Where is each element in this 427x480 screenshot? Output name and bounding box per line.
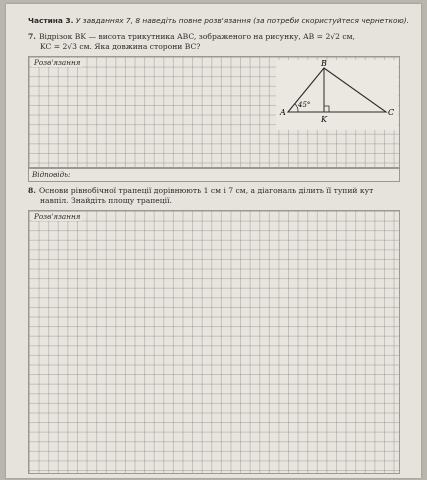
right-angle-mark	[324, 106, 329, 112]
triangle-figure	[276, 60, 398, 130]
task-8-solution-area[interactable]	[28, 210, 400, 474]
vertex-c-label: C	[388, 108, 395, 117]
worksheet-page	[6, 4, 421, 478]
point-k-label: K	[321, 115, 327, 124]
task-7-solution-label: Розв'язання	[34, 58, 81, 67]
vertex-a-label: A	[280, 108, 286, 117]
task-7-line-2: KC = 2√3 см. Яка довжина сторони BC?	[40, 42, 201, 51]
task-7-text	[28, 32, 398, 52]
vertex-b-label: B	[321, 60, 327, 68]
task-7-answer-box[interactable]	[28, 168, 400, 182]
part-title: Частина 3.	[28, 16, 74, 25]
task-7-line-1: Відрізок BK — висота трикутника ABC, зображеного на рисунку, AB = 2√2 см,	[38, 32, 355, 41]
task-8-solution-label: Розв'язання	[34, 212, 81, 221]
part-instruction: У завданнях 7, 8 наведіть повне розв'язання (за потреби скористуйтеся чернеткою).	[75, 16, 409, 25]
angle-a-label: 45°	[298, 101, 311, 109]
task-8-number: 8.	[28, 186, 36, 195]
triangle-abc-drawing	[276, 60, 398, 130]
task-8-line-2: навпіл. Знайдіть площу трапеції.	[40, 196, 172, 205]
part-header	[28, 16, 409, 25]
task-7-answer-label: Відповідь:	[32, 170, 71, 179]
task-8-line-1: Основи рівнобічної трапеції дорівнюють 1 см і 7 см, а діагональ ділить її тупий кут	[38, 186, 374, 195]
task-8-text	[28, 186, 398, 206]
task-7-number: 7.	[28, 32, 36, 41]
